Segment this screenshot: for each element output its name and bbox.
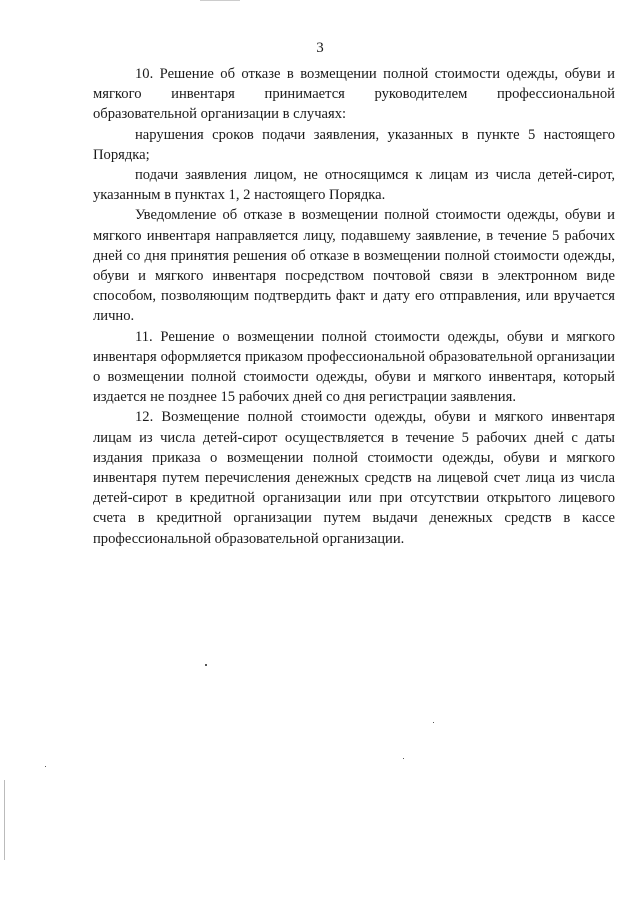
scan-edge-line bbox=[200, 0, 240, 1]
scan-speck bbox=[403, 758, 404, 759]
paragraph-10: 10. Решение об отказе в возмещении полной стоимости одежды, обуви и мягкого инвентаря принимается руководителем профессиональной образовательной организации в случаях: bbox=[93, 66, 615, 123]
paragraph-11: 11. Решение о возмещении полной стоимости одежды, обуви и мягкого инвентаря оформляется приказом профессиональной образовательной организации о возмещении полной стоимости одежды, обуви и мягкого инвентаря, который издается не позднее 15 рабочих дней со дня регистрации заявления. bbox=[93, 328, 615, 406]
scan-speck bbox=[433, 722, 434, 723]
paragraph-12: 12. Возмещение полной стоимости одежды, обуви и мягкого инвентаря лицам из числа детей-сирот осуществляется в течение 5 рабочих дней с даты издания приказа о возмещении полной стоимости одежды, обуви и мягкого инвентаря путем перечисления денежных средств на лицевой счет лица из числа детей-сирот в кредитной организации или при отсутствии открытого лицевого счета в кредитной организации путем выдачи денежных средств в кассе профессиональной образовательной организации. bbox=[93, 409, 615, 547]
scan-speck bbox=[205, 664, 207, 666]
paragraph-10-case-1: нарушения сроков подачи заявления, указанных в пункте 5 настоящего Порядка; bbox=[93, 126, 615, 163]
paragraph-10-case-2: подачи заявления лицом, не относящимся к лицам из числа детей-сирот, указанным в пунктах 1, 2 настоящего Порядка. bbox=[93, 167, 615, 204]
scan-speck bbox=[45, 766, 46, 767]
page-number: 3 bbox=[316, 40, 324, 56]
document-body bbox=[93, 64, 615, 549]
paragraph-refusal-notice: Уведомление об отказе в возмещении полной стоимости одежды, обуви и мягкого инвентаря направляется лицу, подавшему заявление, в течение 5 рабочих дней со дня принятия решения об отказе в возмещении полной стоимости одежды, обуви и мягкого инвентаря посредством почтовой связи в электронном виде способом, позволяющим подтвердить факт и дату его отправления, или вручается лично. bbox=[93, 207, 615, 325]
scan-edge-line bbox=[4, 780, 5, 860]
